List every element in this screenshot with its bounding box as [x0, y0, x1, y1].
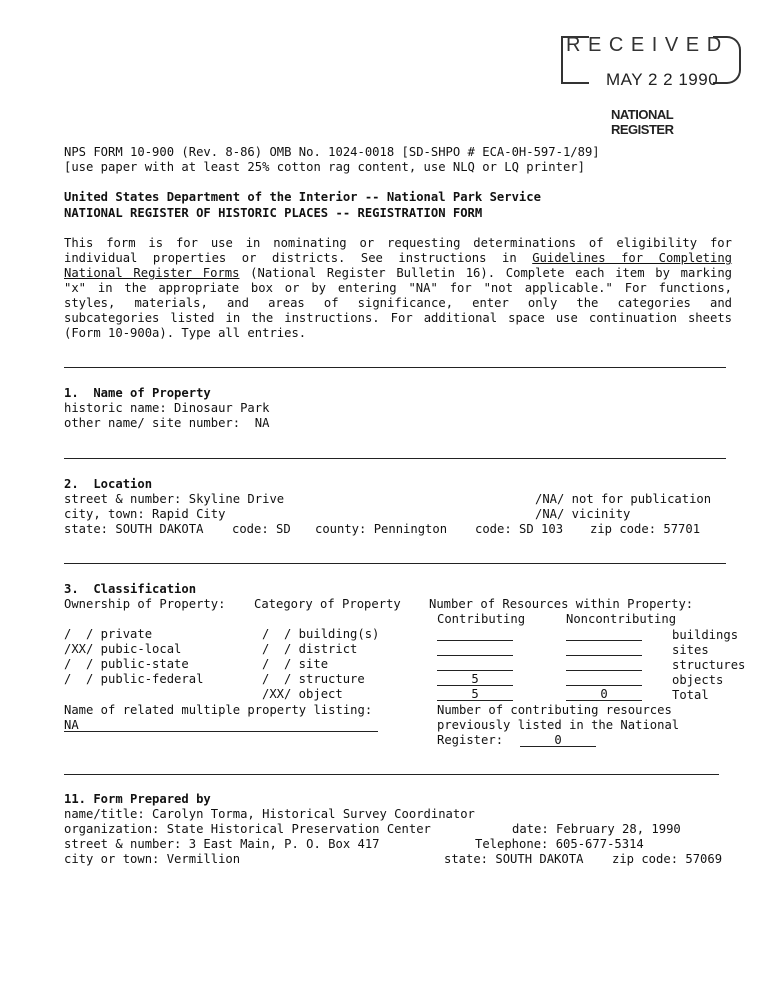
noncontributing-total-field[interactable] — [566, 687, 642, 701]
preparer-zip: zip code: 57069 — [612, 852, 723, 866]
section-1-heading: 1. Name of Property — [64, 386, 211, 400]
previously-listed-line-2: previously listed in the National — [437, 718, 680, 732]
preparer-state: state: SOUTH DAKOTA — [444, 852, 584, 866]
section-2-heading: 2. Location — [64, 477, 153, 491]
vicinity: /NA/ vicinity — [535, 507, 631, 521]
county: county: Pennington — [315, 522, 448, 536]
bulletin-title: National Register Forms — [64, 266, 240, 280]
stamp-agency-line1: NATIONAL — [611, 107, 674, 122]
intro-line-4: "x" in the appropriate box or by entering "NA" for "not applicable." For functions, — [64, 281, 732, 295]
preparer-organization: organization: State Historical Preservation Center — [64, 822, 431, 836]
contributing-field[interactable] — [437, 627, 513, 641]
intro-line-7: (Form 10-900a). Type all entries. — [64, 326, 307, 340]
intro-line-2 — [64, 251, 732, 266]
city-town: city, town: Rapid City — [64, 507, 226, 521]
preparer-name-title: name/title: Carolyn Torma, Historical Survey Coordinator — [64, 807, 475, 821]
contributing-header: Contributing — [437, 612, 526, 626]
contributing-total-value: 5 — [471, 687, 479, 701]
stamp-received-text: R E C E I V E D — [566, 34, 723, 56]
not-for-publication: /NA/ not for publication — [535, 492, 712, 506]
previously-listed-field[interactable] — [520, 733, 596, 747]
contributing-total-field[interactable] — [437, 687, 513, 701]
stamp-date: MAY 2 2 1990 — [606, 70, 719, 89]
ownership-public-state[interactable]: / / public-state — [64, 657, 189, 671]
intro-line-5: styles, materials, and areas of significance, enter only the categories and — [64, 296, 732, 310]
resource-label-total: Total — [672, 688, 709, 702]
divider — [64, 563, 726, 564]
preparer-city: city or town: Vermillion — [64, 852, 241, 866]
category-district[interactable]: / / district — [262, 642, 358, 656]
category-buildings[interactable]: / / building(s) — [262, 627, 380, 641]
category-header: Category of Property — [254, 597, 401, 611]
contributing-field[interactable] — [437, 672, 513, 686]
previously-listed-line-3: Register: — [437, 733, 504, 747]
resource-label: buildings — [672, 628, 739, 642]
other-name: other name/ site number: NA — [64, 416, 270, 430]
contributing-field[interactable] — [437, 657, 513, 671]
intro-line-1: This form is for use in nominating or requesting determinations of eligibility for — [64, 236, 732, 250]
category-site[interactable]: / / site — [262, 657, 329, 671]
zip-code: zip code: 57701 — [590, 522, 701, 536]
section-11-heading: 11. Form Prepared by — [64, 792, 211, 806]
resource-label: objects — [672, 673, 724, 687]
related-listing-field[interactable] — [64, 718, 378, 732]
resource-label: structures — [672, 658, 746, 672]
divider — [64, 367, 726, 368]
contributing-value: 5 — [471, 672, 479, 686]
preparer-street: street & number: 3 East Main, P. O. Box 417 — [64, 837, 380, 851]
paper-instruction-line: [use paper with at least 25% cotton rag content, use NLQ or LQ printer] — [64, 160, 585, 174]
noncontributing-field[interactable] — [566, 657, 642, 671]
ownership-public-federal[interactable]: / / public-federal — [64, 672, 204, 686]
ownership-header: Ownership of Property: — [64, 597, 226, 611]
previously-listed-value: 0 — [554, 733, 562, 747]
stamp-agency-line2: REGISTER — [611, 122, 674, 137]
intro-line-3-text: (National Register Bulletin 16). Complete each item by marking — [239, 266, 732, 280]
intro-line-3 — [64, 266, 732, 281]
related-listing-label: Name of related multiple property listing: — [64, 703, 373, 717]
noncontributing-total-value: 0 — [600, 687, 608, 701]
noncontributing-field[interactable] — [566, 672, 642, 686]
intro-paragraph — [64, 236, 732, 341]
state-code: code: SD — [232, 522, 291, 536]
street-number: street & number: Skyline Drive — [64, 492, 285, 506]
county-code: code: SD 103 — [475, 522, 564, 536]
contributing-field[interactable] — [437, 642, 513, 656]
resources-header: Number of Resources within Property: — [429, 597, 694, 611]
form-title: NATIONAL REGISTER OF HISTORIC PLACES -- REGISTRATION FORM — [64, 206, 483, 220]
preparer-date: date: February 28, 1990 — [512, 822, 681, 836]
divider — [64, 458, 726, 459]
intro-line-6: subcategories listed in the instructions. For additional space use continuation sheets — [64, 311, 732, 325]
related-listing-value: NA — [64, 718, 79, 732]
category-structure[interactable]: / / structure — [262, 672, 365, 686]
noncontributing-field[interactable] — [566, 642, 642, 656]
guidelines-title: Guidelines for Completing — [532, 251, 733, 265]
noncontributing-field[interactable] — [566, 627, 642, 641]
intro-line-2-text: individual properties or districts. See instructions in — [64, 251, 533, 265]
ownership-private[interactable]: / / private — [64, 627, 153, 641]
historic-name: historic name: Dinosaur Park — [64, 401, 270, 415]
section-3-heading: 3. Classification — [64, 582, 197, 596]
state: state: SOUTH DAKOTA — [64, 522, 204, 536]
category-object[interactable]: /XX/ object — [262, 687, 343, 701]
previously-listed-line-1: Number of contributing resources — [437, 703, 672, 717]
divider — [64, 774, 719, 775]
preparer-telephone: Telephone: 605-677-5314 — [475, 837, 644, 851]
ownership-public-local[interactable]: /XX/ pubic-local — [64, 642, 182, 656]
form-number-line: NPS FORM 10-900 (Rev. 8-86) OMB No. 1024-0018 [SD-SHPO # ECA-0H-597-1/89] — [64, 145, 600, 159]
noncontributing-header: Noncontributing — [566, 612, 677, 626]
resource-label: sites — [672, 643, 709, 657]
department-line: United States Department of the Interior -- National Park Service — [64, 190, 541, 204]
